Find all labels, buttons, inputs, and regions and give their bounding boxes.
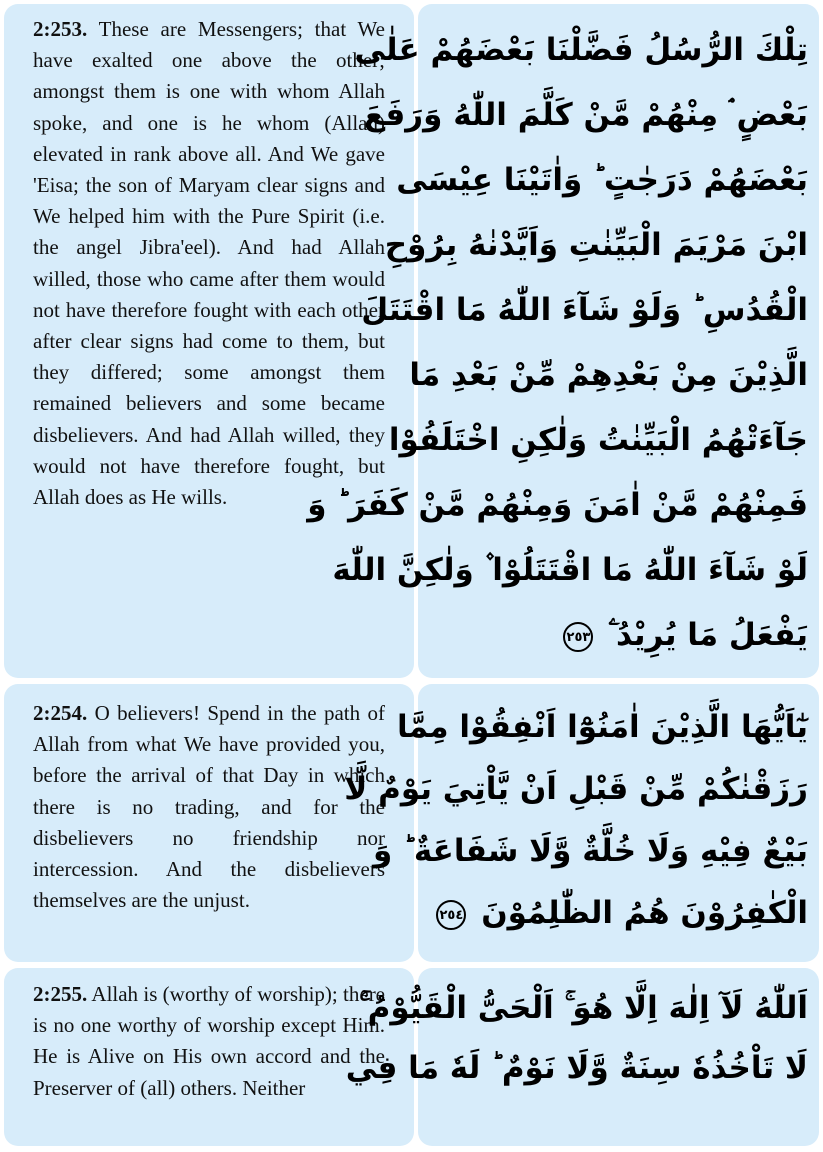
arabic-line-last xyxy=(430,882,808,944)
arabic-line: الْقُدُسِ ؕ وَلَوْ شَآءَ اللّٰهُ مَا اقْتَتَلَ xyxy=(361,292,808,328)
arabic-line: تِلْكَ الرُّسُلُ فَضَّلْنَا بَعْضَهُمْ عَلٰى xyxy=(354,32,808,68)
arabic-line: الَّذِيْنَ مِنْ بَعْدِهِمْ مِّنْ بَعْدِ مَا xyxy=(409,357,808,393)
arabic-text-2-253 xyxy=(307,18,808,668)
english-text-2-255 xyxy=(33,979,385,1104)
english-translation-2-255: Allah is (worthy of worship); there is no one worthy of worship except Him. He is Alive on His own accord and the Preserver of (all) others. Neither xyxy=(33,982,386,1100)
verse-ref-2-255: 2:255. xyxy=(33,982,88,1006)
verse-ref-2-254: 2:254. xyxy=(33,701,88,725)
arabic-line: فَمِنْهُمْ مَّنْ اٰمَنَ وَمِنْهُمْ مَّنْ كَفَرَ ؕ وَ xyxy=(307,487,808,523)
arabic-line: رَزَقْنٰكُمْ مِّنْ قَبْلِ اَنْ يَّاْتِيَ يَوْمٌ لَّا xyxy=(344,771,808,807)
arabic-line-last xyxy=(430,603,808,668)
ayah-end-marker: ٢٥٣ xyxy=(563,622,593,652)
arabic-line: بَيْعٌ فِيْهِ وَلَا خُلَّةٌ وَّلَا شَفَاعَةٌ ؕ وَ xyxy=(373,833,808,869)
arabic-line: جَآءَتْهُمُ الْبَيِّنٰتُ وَلٰكِنِ اخْتَلَفُوْا xyxy=(388,422,808,458)
english-translation-2-253: These are Messengers; that We have exalted one above the other; amongst them is one with whom Allah spoke, and one is he whom (Allah) elevated in rank above all. And We gave 'Eisa; the son of Maryam clear signs and We helped him with the Pure Spirit (i.e. the angel Jibra'eel). And had Allah willed, those who came after them would not have therefore fought with each other after clear signs had come to them, but they differed; some amongst them remained believers and some became disbelievers. And had Allah willed, they would not have therefore fought, but Allah does as He wills. xyxy=(33,17,386,510)
arabic-line: لَوْ شَآءَ اللّٰهُ مَا اقْتَتَلُوْا ۫ وَلٰكِنَّ اللّٰهَ xyxy=(332,552,808,588)
ayah-end-marker: ٢٥٤ xyxy=(436,900,466,930)
english-translation-2-254: O believers! Spend in the path of Allah from what We have provided you, before the arrival of that Day in which there is no trading, and for the disbelievers no friendship nor intercession. And the disbelievers themselves are the unjust. xyxy=(33,701,386,913)
english-text-2-253 xyxy=(33,14,385,513)
arabic-line: بَعْضَهُمْ دَرَجٰتٍ ؕ وَاٰتَيْنَا عِيْسَى xyxy=(396,162,808,198)
arabic-line: ابْنَ مَرْيَمَ الْبَيِّنٰتِ وَاَيَّدْنٰهُ بِرُوْحِ xyxy=(384,227,808,263)
arabic-line: الْكٰفِرُوْنَ هُمُ الظّٰلِمُوْنَ xyxy=(481,895,808,931)
arabic-line: يَفْعَلُ مَا يُرِيْدُ ۧ xyxy=(608,617,808,653)
arabic-line: بَعْضٍ ۘ مِنْهُمْ مَّنْ كَلَّمَ اللّٰهُ وَرَفَعَ xyxy=(363,97,808,133)
arabic-line: يٰٓاَيُّهَا الَّذِيْنَ اٰمَنُوْٓا اَنْفِقُوْا مِمَّا xyxy=(396,709,808,745)
verse-ref-2-253: 2:253. xyxy=(33,17,88,41)
arabic-line: لَا تَاْخُذُهٗ سِنَةٌ وَّلَا نَوْمٌ ؕ لَهٗ مَا فِي xyxy=(345,1050,808,1086)
arabic-line: اَللّٰهُ لَآ اِلٰهَ اِلَّا هُوَ ۚ اَلْحَیُّ الْقَيُّوْمُ ۚ xyxy=(359,990,808,1026)
arabic-text-2-254 xyxy=(344,696,808,944)
arabic-text-2-255 xyxy=(345,978,808,1098)
english-text-2-254 xyxy=(33,698,385,916)
